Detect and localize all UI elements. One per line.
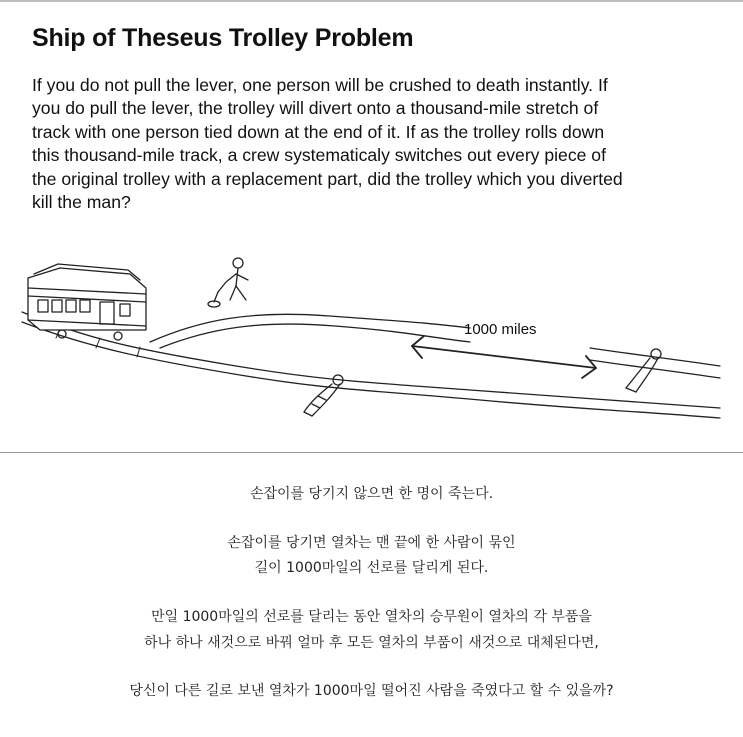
meme-body-line: track with one person tied down at the end of it. If as the trolley rolls down xyxy=(32,121,605,142)
caption-line: 만일 1000마일의 선로를 달리는 동안 열차의 승무원이 열차의 각 부품을 xyxy=(151,609,592,625)
caption-line: 손잡이를 당기면 열차는 맨 끝에 한 사람이 묶인 xyxy=(227,535,516,551)
trolley-drawing xyxy=(0,250,743,450)
track-ties xyxy=(56,328,140,357)
caption-line: 길이 1000마일의 선로를 달리게 된다. xyxy=(254,560,489,576)
distance-label: 1000 miles xyxy=(464,321,537,338)
meme-body-line: you do pull the lever, the trolley will divert onto a thousand-mile stretch of xyxy=(32,98,599,119)
lever-person xyxy=(208,258,248,307)
distance-arrow xyxy=(412,336,596,378)
caption-line: 하나 하나 새것으로 바꿔 얼마 후 모든 열차의 부품이 새것으로 대체된다면, xyxy=(144,635,599,651)
caption-line: 당신이 다른 길로 보낸 열차가 1000마일 떨어진 사람을 죽였다고 할 수 있을까? xyxy=(129,683,614,699)
meme-body-line: this thousand-mile track, a crew systematicaly switches out every piece of xyxy=(32,145,606,166)
meme-image xyxy=(0,2,743,452)
caption-line: 손잡이를 당기지 않으면 한 명이 죽는다. xyxy=(249,486,494,502)
meme-title: Ship of Theseus Trolley Problem xyxy=(32,24,414,52)
meme-body-text xyxy=(32,74,722,214)
tied-person-near xyxy=(304,375,343,416)
divider xyxy=(0,452,743,453)
meme-body-line: If you do not pull the lever, one person will be crushed to death instantly. If xyxy=(32,75,608,95)
meme-body-line: kill the man? xyxy=(32,192,131,213)
upper-track xyxy=(150,314,720,378)
meme-body-line: the original trolley with a replacement part, did the trolley which you diverted xyxy=(32,168,623,189)
trolley xyxy=(28,264,146,340)
